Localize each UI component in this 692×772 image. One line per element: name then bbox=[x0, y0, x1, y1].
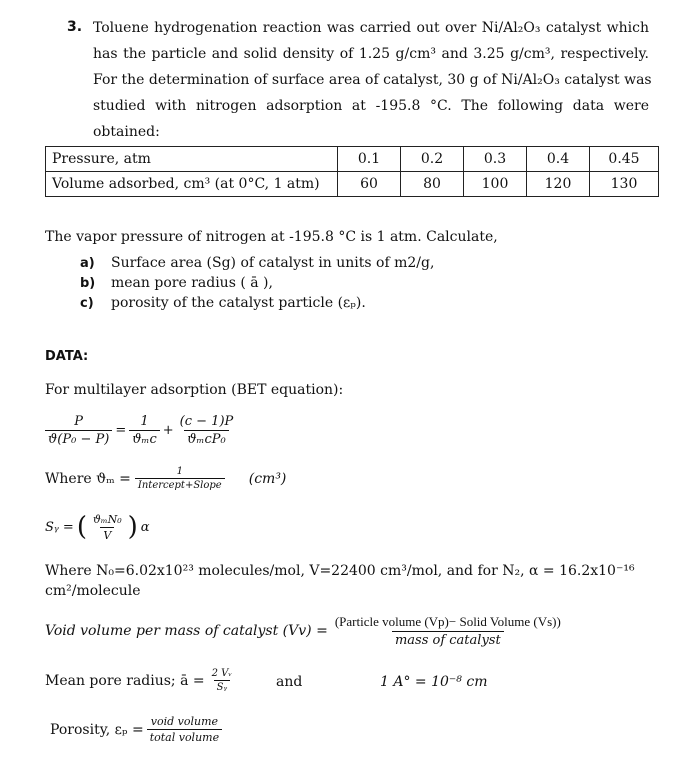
adsorption-data-table bbox=[45, 146, 659, 197]
table-cell: 0.3 bbox=[464, 147, 527, 172]
where-no-line-1: Where N₀=6.02x10²³ molecules/mol, V=22400 cm³/mol, and for N₂, α = 16.2x10⁻¹⁶ bbox=[45, 563, 635, 579]
data-heading: DATA: bbox=[45, 349, 89, 364]
task-a: Surface area (Sg) of catalyst in units of m2/g, bbox=[111, 255, 435, 271]
pore-fraction: $\frac{\text{2 Vᵥ}}{\text{Sᵧ}}$ bbox=[211, 668, 233, 693]
question-number: 3. bbox=[67, 19, 83, 35]
task-c: porosity of the catalyst particle (εₚ). bbox=[111, 295, 366, 311]
open-paren: ( bbox=[76, 512, 87, 542]
table-cell: 0.2 bbox=[401, 147, 464, 172]
vm-unit: (cm³) bbox=[248, 470, 287, 487]
task-marker-a: a) bbox=[80, 256, 95, 271]
bet-intro: For multilayer adsorption (BET equation): bbox=[45, 382, 344, 398]
where-vm-equation bbox=[45, 466, 286, 491]
angstrom-definition: 1 A° = 10⁻⁸ cm bbox=[380, 674, 488, 690]
where-vm-prefix: Where ϑₘ = bbox=[45, 470, 131, 487]
sg-lhs: Sᵧ = bbox=[45, 519, 74, 535]
question-line-2: has the particle and solid density of 1.25 g/cm³ and 3.25 g/cm³, respectively. bbox=[93, 46, 649, 62]
question-line-5: obtained: bbox=[93, 124, 160, 140]
porosity-equation bbox=[50, 715, 222, 744]
table-cell: 130 bbox=[590, 172, 659, 197]
task-marker-b: b) bbox=[80, 276, 96, 291]
table-cell: 60 bbox=[338, 172, 401, 197]
pore-radius-equation bbox=[45, 668, 235, 693]
table-cell: 0.4 bbox=[527, 147, 590, 172]
row-label: Pressure, atm bbox=[46, 147, 338, 172]
table-cell: 120 bbox=[527, 172, 590, 197]
vm-fraction: $\frac{1}{\text{Intercept+Slope}}$ bbox=[135, 466, 225, 491]
bet-lhs-fraction: $\frac{P}{\text{ϑ(P₀ − P)}}$ bbox=[45, 414, 112, 447]
task-b: mean pore radius ( ā ), bbox=[111, 275, 273, 291]
bet-equation: $\frac{P}{\text{ϑ(P₀ − P)}}$ = $\frac{1}{\text{ϑₘc}}$ + $\frac{(c - 1)P}{\text{ϑₘcP₀}}$ bbox=[45, 414, 236, 447]
bet-term2-fraction: $\frac{(c - 1)P}{\text{ϑₘcP₀}}$ bbox=[179, 414, 234, 447]
void-fraction: $\frac{\text{(Particle volume (Vp)− Solid Volume (Vs))}}{\text{mass of catalyst}}$ bbox=[334, 614, 561, 648]
table-cell: 100 bbox=[464, 172, 527, 197]
table-cell: 0.45 bbox=[590, 147, 659, 172]
and-text: and bbox=[276, 674, 303, 690]
table-cell: 80 bbox=[401, 172, 464, 197]
void-lhs: Void volume per mass of catalyst (Vv) = bbox=[45, 623, 328, 639]
row-label: Volume adsorbed, cm³ (at 0°C, 1 atm) bbox=[46, 172, 338, 197]
table-row bbox=[46, 172, 659, 197]
porosity-lhs: Porosity, εₚ = bbox=[50, 721, 144, 738]
question-line-3: For the determination of surface area of catalyst, 30 g of Ni/Al₂O₃ catalyst was bbox=[93, 72, 652, 88]
where-no-line-2: cm²/molecule bbox=[45, 583, 141, 599]
sg-equation bbox=[45, 512, 150, 542]
task-marker-c: c) bbox=[80, 296, 94, 311]
table-cell: 0.1 bbox=[338, 147, 401, 172]
close-paren: ) bbox=[127, 512, 138, 542]
question-line-1: Toluene hydrogenation reaction was carried out over Ni/Al₂O₃ catalyst which bbox=[93, 20, 649, 36]
alpha-symbol: α bbox=[140, 519, 150, 535]
bet-term1-fraction: $\frac{1}{\text{ϑₘc}}$ bbox=[129, 414, 160, 447]
void-volume-equation bbox=[45, 614, 564, 648]
porosity-fraction: $\frac{\text{void volume}}{\text{total volume}}$ bbox=[147, 715, 222, 744]
vapor-pressure-text: The vapor pressure of nitrogen at -195.8 °C is 1 atm. Calculate, bbox=[45, 229, 498, 245]
table-row bbox=[46, 147, 659, 172]
pore-lhs: Mean pore radius; ā = bbox=[45, 672, 205, 689]
question-line-4: studied with nitrogen adsorption at -195.8 °C. The following data were bbox=[93, 98, 649, 114]
sg-fraction: $\frac{\text{ϑₘN₀}}{V}$ bbox=[92, 512, 122, 542]
